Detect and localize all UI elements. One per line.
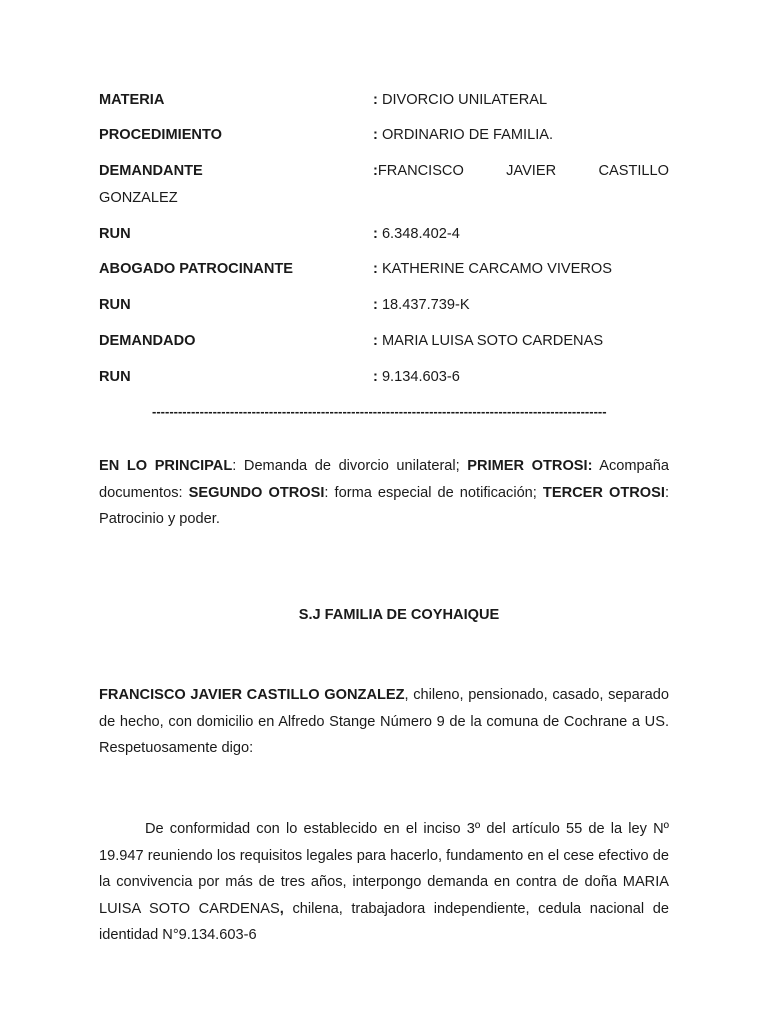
field-separator: : xyxy=(373,333,378,349)
field-label: MATERIA xyxy=(99,92,165,108)
court-heading: S.J FAMILIA DE COYHAIQUE xyxy=(298,607,500,623)
field-value-word: JAVIER xyxy=(506,163,557,179)
field-label: ABOGADO PATROCINANTE xyxy=(99,261,294,277)
summary-paragraph xyxy=(99,453,669,533)
field-value xyxy=(373,163,669,179)
field-value xyxy=(373,333,603,349)
field-separator: : xyxy=(373,92,378,108)
field-value xyxy=(373,226,460,242)
field-label: RUN xyxy=(99,297,131,313)
summary-heading: EN LO PRINCIPAL xyxy=(99,458,233,474)
field-separator: : xyxy=(373,127,378,143)
field-value-text: MARIA LUISA SOTO CARDENAS xyxy=(381,333,604,349)
field-label: DEMANDADO xyxy=(99,333,196,349)
intro-text: , chileno, pensionado, casado, separado de hecho, con domicilio en Alfredo Stange Número 9 de la comuna de Cochrane a US. Respetuosamente digo: xyxy=(99,687,669,756)
field-value-text: 18.437.739-K xyxy=(381,297,470,313)
field-value-text: 6.348.402-4 xyxy=(381,226,460,242)
summary-heading: SEGUNDO OTROSI xyxy=(188,484,325,501)
field-value xyxy=(373,261,612,277)
intro-paragraph xyxy=(99,682,669,762)
field-separator: : xyxy=(373,261,378,277)
field-label: DEMANDANTE xyxy=(99,163,203,179)
summary-text: : Patrocinio y poder. xyxy=(99,484,669,527)
divider-line: --------------------------------------------------------------------------------------------------------- xyxy=(152,404,607,419)
field-separator: : xyxy=(373,369,378,385)
field-value-text: ORDINARIO DE FAMILIA. xyxy=(381,127,554,143)
summary-heading: PRIMER OTROSI: xyxy=(467,458,593,474)
summary-text: : forma especial de notificación; xyxy=(324,484,543,501)
field-value xyxy=(373,127,553,143)
field-value-continued: GONZALEZ xyxy=(99,190,178,206)
field-value-text: DIVORCIO UNILATERAL xyxy=(381,92,548,108)
field-label: RUN xyxy=(99,226,131,242)
field-separator: : xyxy=(373,163,378,179)
field-value-word: :FRANCISCO xyxy=(373,163,464,179)
field-separator: : xyxy=(373,297,378,313)
field-label: RUN xyxy=(99,369,131,385)
field-separator: : xyxy=(373,226,378,242)
summary-text: Acompaña documentos: xyxy=(99,458,669,501)
field-value xyxy=(373,369,460,385)
field-value xyxy=(373,297,470,313)
body-text: chilena, trabajadora independiente, cedula nacional de identidad N°9.134.603-6 xyxy=(99,900,669,943)
plaintiff-name: FRANCISCO JAVIER CASTILLO GONZALEZ xyxy=(99,687,405,703)
summary-text: : Demanda de divorcio unilateral; xyxy=(232,458,468,474)
summary-heading: TERCER OTROSI xyxy=(542,484,665,501)
field-value xyxy=(373,92,547,108)
field-value-word: CASTILLO xyxy=(598,163,669,179)
field-value-text: 9.134.603-6 xyxy=(381,369,460,385)
body-text: De conformidad con lo establecido en el inciso 3º del artículo 55 de la ley Nº 19.947 reuniendo los requisitos legales para hacerlo, fundamento en el cese efectivo de la convivencia por más de tres años, interpongo demanda en contra de doña MARIA LUISA SOTO CARDENAS xyxy=(99,821,669,917)
body-comma: , xyxy=(279,900,284,917)
body-paragraph xyxy=(99,816,669,949)
field-label: PROCEDIMIENTO xyxy=(99,127,222,143)
field-value-text: KATHERINE CARCAMO VIVEROS xyxy=(381,261,612,277)
